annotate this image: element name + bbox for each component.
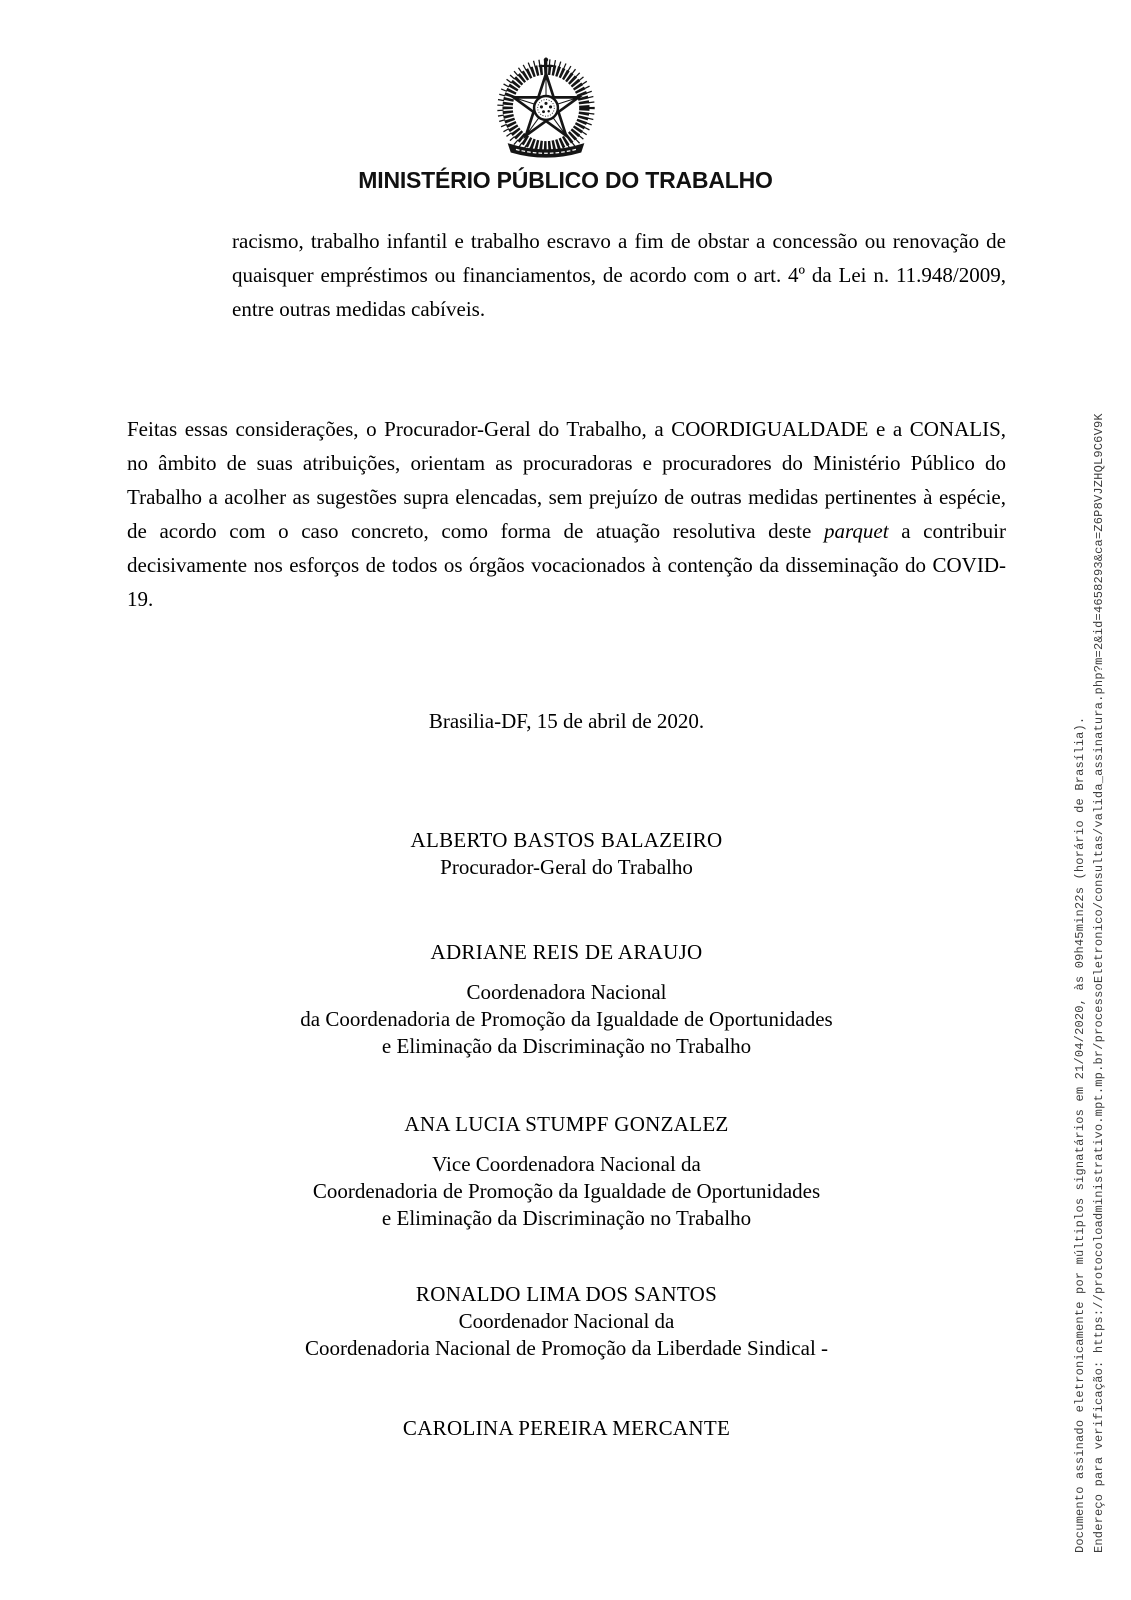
signature-block-mercante [127,1414,1006,1442]
signatory-role-line: da Coordenadoria de Promoção da Igualdade de Oportunidades [300,1007,833,1031]
paragraph-main-italic-term: parquet [823,519,889,543]
paragraph-continuation: racismo, trabalho infantil e trabalho escravo a fim de obstar a concessão ou renovação de quaisquer empréstimos ou financiamentos, de acordo com o art. 4º da Lei n. 11.948/2009, entre outras medidas cabíveis. [232,229,1006,321]
signature-block-santos [127,1280,1006,1362]
paragraph-main-part2: a contribuir decisivamente nos esforços de todos os órgãos vocacionados à contenção da disseminação do COVID-19. [127,519,1006,611]
signatory-role-line: Coordenadora Nacional [466,980,667,1004]
signatory-name: CAROLINA PEREIRA MERCANTE [402,1416,731,1440]
paragraph-main-part1: Feitas essas considerações, o Procurador-Geral do Trabalho, a COORDIGUALDADE e a CONALIS, no âmbito de suas atribuições, orientam as procuradoras e procuradores do Ministério Público do Trabalho a acolher as sugestões supra elencadas, sem prejuízo de outras medidas pertinentes à espécie, de acordo com o caso concreto, como forma de atuação resolutiva deste [127,417,1006,543]
signatory-roles [127,1151,1006,1232]
paragraph-main [127,412,1006,616]
signature-block-araujo [127,938,1006,1060]
signatory-role-line: Procurador-Geral do Trabalho [440,855,693,879]
signatory-role-line: Vice Coordenadora Nacional da [432,1152,701,1176]
signatory-roles [127,979,1006,1060]
signatory-name: ADRIANE REIS DE ARAUJO [430,940,703,964]
signatory-role-line: Coordenador Nacional da [458,1309,675,1333]
stamp-line-verification-url: Endereço para verificação: https://protocoloadministrativo.mpt.mp.br/processoEletronico/consultas/valida_assinatura.php?m=2&id=4658293&ca=Z6P8VJZHQL9C6V9K [1092,413,1106,1553]
signature-block-balazeiro [127,826,1006,881]
signatory-role-line: Coordenadoria Nacional de Promoção da Liberdade Sindical - [304,1336,829,1360]
dateline: Brasilia-DF, 15 de abril de 2020. [428,709,705,733]
signatory-name: ANA LUCIA STUMPF GONZALEZ [404,1112,729,1136]
signature-block-gonzalez [127,1110,1006,1232]
signatory-role-line: Coordenadoria de Promoção da Igualdade de Oportunidades [312,1179,821,1203]
signatory-role-line: e Eliminação da Discriminação no Trabalho [381,1034,752,1058]
stamp-line-signed: Documento assinado eletronicamente por múltiplos signatários em 21/04/2020, às 09h45min22s (horário de Brasília). [1073,716,1087,1553]
page-title: MINISTÉRIO PÚBLICO DO TRABALHO [358,167,773,193]
signatory-role-line: e Eliminação da Discriminação no Trabalho [381,1206,752,1230]
digital-signature-stamp [1071,413,1109,1553]
brazil-coat-of-arms-icon [489,56,603,164]
document-body [127,224,1006,1442]
signatory-roles [127,1308,1006,1362]
signatory-name: ALBERTO BASTOS BALAZEIRO [410,828,723,852]
signatory-name: RONALDO LIMA DOS SANTOS [415,1282,718,1306]
signatory-roles [127,854,1006,881]
